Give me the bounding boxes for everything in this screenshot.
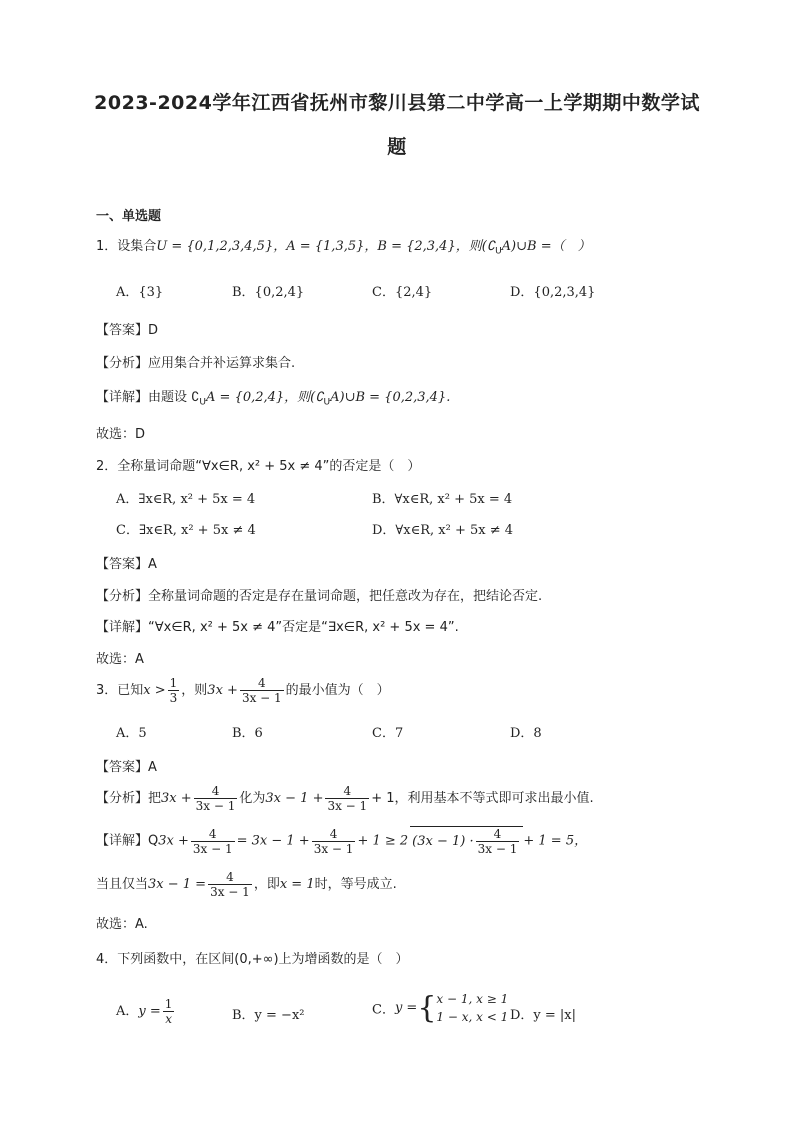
fraction: $\frac{4}{3x - 1}$ [192, 826, 233, 856]
question-2-option-c: C．∃x∈R, x² + 5x ≠ 4 [116, 523, 256, 538]
fraction: $\frac{4}{3x - 1}$ [195, 784, 236, 813]
fraction: $\frac{4}{3x - 1}$ [313, 826, 354, 856]
question-4-option-d: D．y = |x| [510, 1008, 577, 1023]
fraction: $\frac{4}{3x - 1}$ [327, 784, 368, 813]
question-2-answer: 【答案】A [96, 557, 157, 572]
fraction: $\frac{1}{3}$ [169, 676, 178, 705]
question-1-choice: 故选：D [96, 427, 146, 442]
section-heading: 一、单选题 [96, 209, 162, 224]
fraction: $\frac{4}{3x - 1}$ [210, 870, 250, 899]
question-2-stem: 2．全称量词命题“∀x∈R, x² + 5x ≠ 4”的否定是（ ） [96, 459, 421, 474]
question-1-option-a: A．{3} [116, 285, 164, 300]
question-2-choice: 故选：A [96, 652, 144, 667]
question-4-option-c: C．y ={ x − 1, x ≥ 1 1 − x, x < 1 [372, 990, 509, 1026]
question-2-detail: 【详解】“∀x∈R, x² + 5x ≠ 4”否定是“∃x∈R, x² + 5x = 4”. [96, 620, 459, 635]
question-1-detail: 【详解】由题设 $∁_UA = \{0,2,4\}$，则$(∁_UA)\cup B = \{0,2,3,4\}$. [96, 390, 451, 408]
question-4-stem: 4．下列函数中，在区间(0,+∞)上为增函数的是（ ） [96, 952, 409, 967]
question-2-analysis: 【分析】全称量词命题的否定是存在量词命题，把任意改为存在，把结论否定. [96, 589, 543, 604]
question-3-option-d: D．8 [510, 726, 542, 741]
question-3-option-b: B．6 [232, 726, 263, 741]
question-3-option-a: A．5 [116, 726, 147, 741]
question-1-stem: 1．设集合U = {0,1,2,3,4,5}，A = {1,3,5}，B = {2,3,4}，则$(∁_UA)\cup B$ =（ ） [96, 239, 591, 257]
question-1-answer: 【答案】D [96, 323, 159, 338]
question-3-stem: 3．已知x > $\frac{1}{3}$ ，则3x + $\frac{4}{3x - 1}$ 的最小值为（ ） [96, 676, 390, 705]
question-2-option-b: B．∀x∈R, x² + 5x = 4 [372, 492, 513, 507]
page-title: 2023-2024学年江西省抚州市黎川县第二中学高一上学期期中数学试 [94, 92, 700, 114]
question-2-option-d: D．∀x∈R, x² + 5x ≠ 4 [372, 523, 514, 538]
piecewise-brace: { x − 1, x ≥ 1 1 − x, x < 1 [417, 990, 509, 1026]
question-1-analysis: 【分析】应用集合并补运算求集合. [96, 356, 296, 371]
question-3-answer: 【答案】A [96, 760, 157, 775]
question-2-option-a: A．∃x∈R, x² + 5x = 4 [116, 492, 256, 507]
question-3-detail: 【详解】Q3x + $\frac{4}{3x - 1}$ = 3x − 1 + $\frac{4}{3x - 1}$ + 1 ≥ 2 (3x − 1) · $\frac{4}{3x - 1}$ + 1 = 5， [96, 826, 588, 856]
fraction: $\frac{4}{3x - 1}$ [477, 827, 518, 856]
question-3-option-c: C．7 [372, 726, 404, 741]
question-4-option-b: B．y = −x² [232, 1008, 305, 1023]
question-3-analysis: 【分析】把3x + $\frac{4}{3x - 1}$ 化为3x − 1 + $\frac{4}{3x - 1}$ + 1，利用基本不等式即可求出最小值. [96, 784, 594, 813]
question-4-option-a: A．y = $\frac{1}{x}$ [116, 997, 173, 1026]
page-title-continued: 题 [387, 136, 407, 158]
question-1-option-d: D．{0,2,3,4} [510, 285, 596, 300]
question-3-choice: 故选：A. [96, 917, 148, 932]
question-1-option-c: C．{2,4} [372, 285, 433, 300]
question-3-condition: 当且仅当3x − 1 = $\frac{4}{3x - 1}$ ，即x = 1时，等号成立. [96, 870, 397, 899]
square-root: (3x − 1) · $\frac{4}{3x - 1}$ [410, 826, 523, 856]
fraction: $\frac{4}{3x - 1}$ [241, 676, 282, 705]
fraction: $\frac{1}{x}$ [164, 997, 173, 1026]
question-1-option-b: B．{0,2,4} [232, 285, 305, 300]
